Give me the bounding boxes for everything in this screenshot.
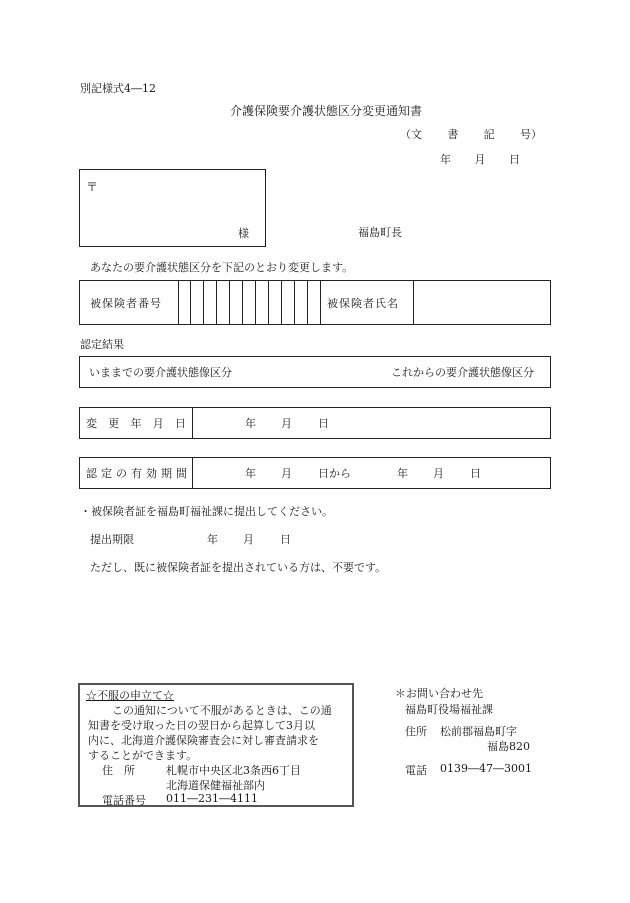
issue-date xyxy=(440,151,520,167)
contact-address-line-2: 福島820 xyxy=(487,740,530,753)
contact-address-label: 住所 xyxy=(405,725,427,738)
change-date-label xyxy=(86,415,186,431)
doc-ref-open: （文 xyxy=(400,128,422,141)
valid-period-table xyxy=(79,457,551,489)
exception-note: ただし、既に被保険者証を提出されている方は、不要です。 xyxy=(90,561,387,574)
recipient-honorific: 様 xyxy=(238,227,249,240)
intro-text: あなたの要介護状態区分を下記のとおり変更します。 xyxy=(90,261,354,274)
change-date-label-char: 更 xyxy=(108,417,120,430)
valid-to-month: 月 xyxy=(433,467,444,480)
document-reference xyxy=(400,126,542,142)
change-month: 月 xyxy=(281,417,292,430)
change-year: 年 xyxy=(245,417,256,430)
objection-notice xyxy=(78,683,354,807)
valid-from-day: 日から xyxy=(318,467,351,480)
valid-to-year: 年 xyxy=(397,467,408,480)
objection-line: 知書を受け取った日の翌日から起算して3月以 xyxy=(88,719,315,732)
new-status-label: これからの要介護状態像区分 xyxy=(391,366,534,379)
doc-ref-char-2: 記 xyxy=(483,128,495,141)
previous-status-label: いままでの要介護状態像区分 xyxy=(89,366,232,379)
objection-title: ☆不服の申立て☆ xyxy=(86,689,174,702)
deadline-year: 年 xyxy=(207,533,218,546)
objection-phone: 011―231―4111 xyxy=(166,792,258,805)
result-heading: 認定結果 xyxy=(80,338,124,351)
submit-instruction: ・被保険者証を福島町福祉課に提出してください。 xyxy=(80,505,333,518)
valid-from-month: 月 xyxy=(281,467,292,480)
contact-heading: ＊お問い合わせ先 xyxy=(395,687,483,700)
valid-from-year: 年 xyxy=(245,467,256,480)
objection-line: 内に、北海道介護保険審査会に対し審査請求を xyxy=(88,734,319,747)
issue-day: 日 xyxy=(509,153,520,166)
contact-office: 福島町役場福祉課 xyxy=(405,703,493,716)
insured-name-label: 被保険者氏名 xyxy=(327,296,399,310)
issue-month: 月 xyxy=(474,153,486,166)
objection-phone-label: 電話番号 xyxy=(102,794,146,807)
care-status-table xyxy=(79,356,551,388)
doc-ref-close: 号） xyxy=(519,128,542,141)
document-title: 介護保険要介護状態区分変更通知書 xyxy=(230,104,423,118)
deadline-month: 月 xyxy=(243,533,254,546)
objection-address-label: 住 所 xyxy=(102,764,135,777)
contact-address: 松前郡福島町字 xyxy=(440,725,517,738)
deadline-day: 日 xyxy=(280,533,291,546)
insured-table xyxy=(79,280,551,325)
issue-year: 年 xyxy=(440,153,451,166)
contact-phone-label: 電話 xyxy=(405,764,427,777)
valid-period-label: 認定の有効期間 xyxy=(86,467,191,480)
contact-phone: 0139―47―3001 xyxy=(440,762,532,775)
objection-line: この通知について不服があるときは、この通 xyxy=(112,704,332,717)
deadline-label: 提出期限 xyxy=(90,533,134,546)
change-date-table xyxy=(79,407,551,439)
change-date-label-char: 変 xyxy=(86,417,97,430)
address-box xyxy=(79,169,266,247)
objection-line: することができます。 xyxy=(88,749,198,762)
valid-to-day: 日 xyxy=(470,467,481,480)
change-date-label-char: 月 xyxy=(152,417,164,430)
objection-address-line-2: 北海道保健福祉部内 xyxy=(166,779,265,792)
change-date-label-char: 日 xyxy=(175,417,186,430)
doc-ref-char-1: 書 xyxy=(447,128,459,141)
change-date-label-char: 年 xyxy=(130,417,142,430)
insured-number-label: 被保険者番号 xyxy=(90,296,162,310)
change-day: 日 xyxy=(318,417,329,430)
form-number: 別記様式4―12 xyxy=(80,82,156,95)
objection-address: 札幌市中央区北3条西6丁目 xyxy=(166,764,301,777)
postal-mark: 〒 xyxy=(86,180,99,194)
issuer: 福島町長 xyxy=(358,226,402,239)
